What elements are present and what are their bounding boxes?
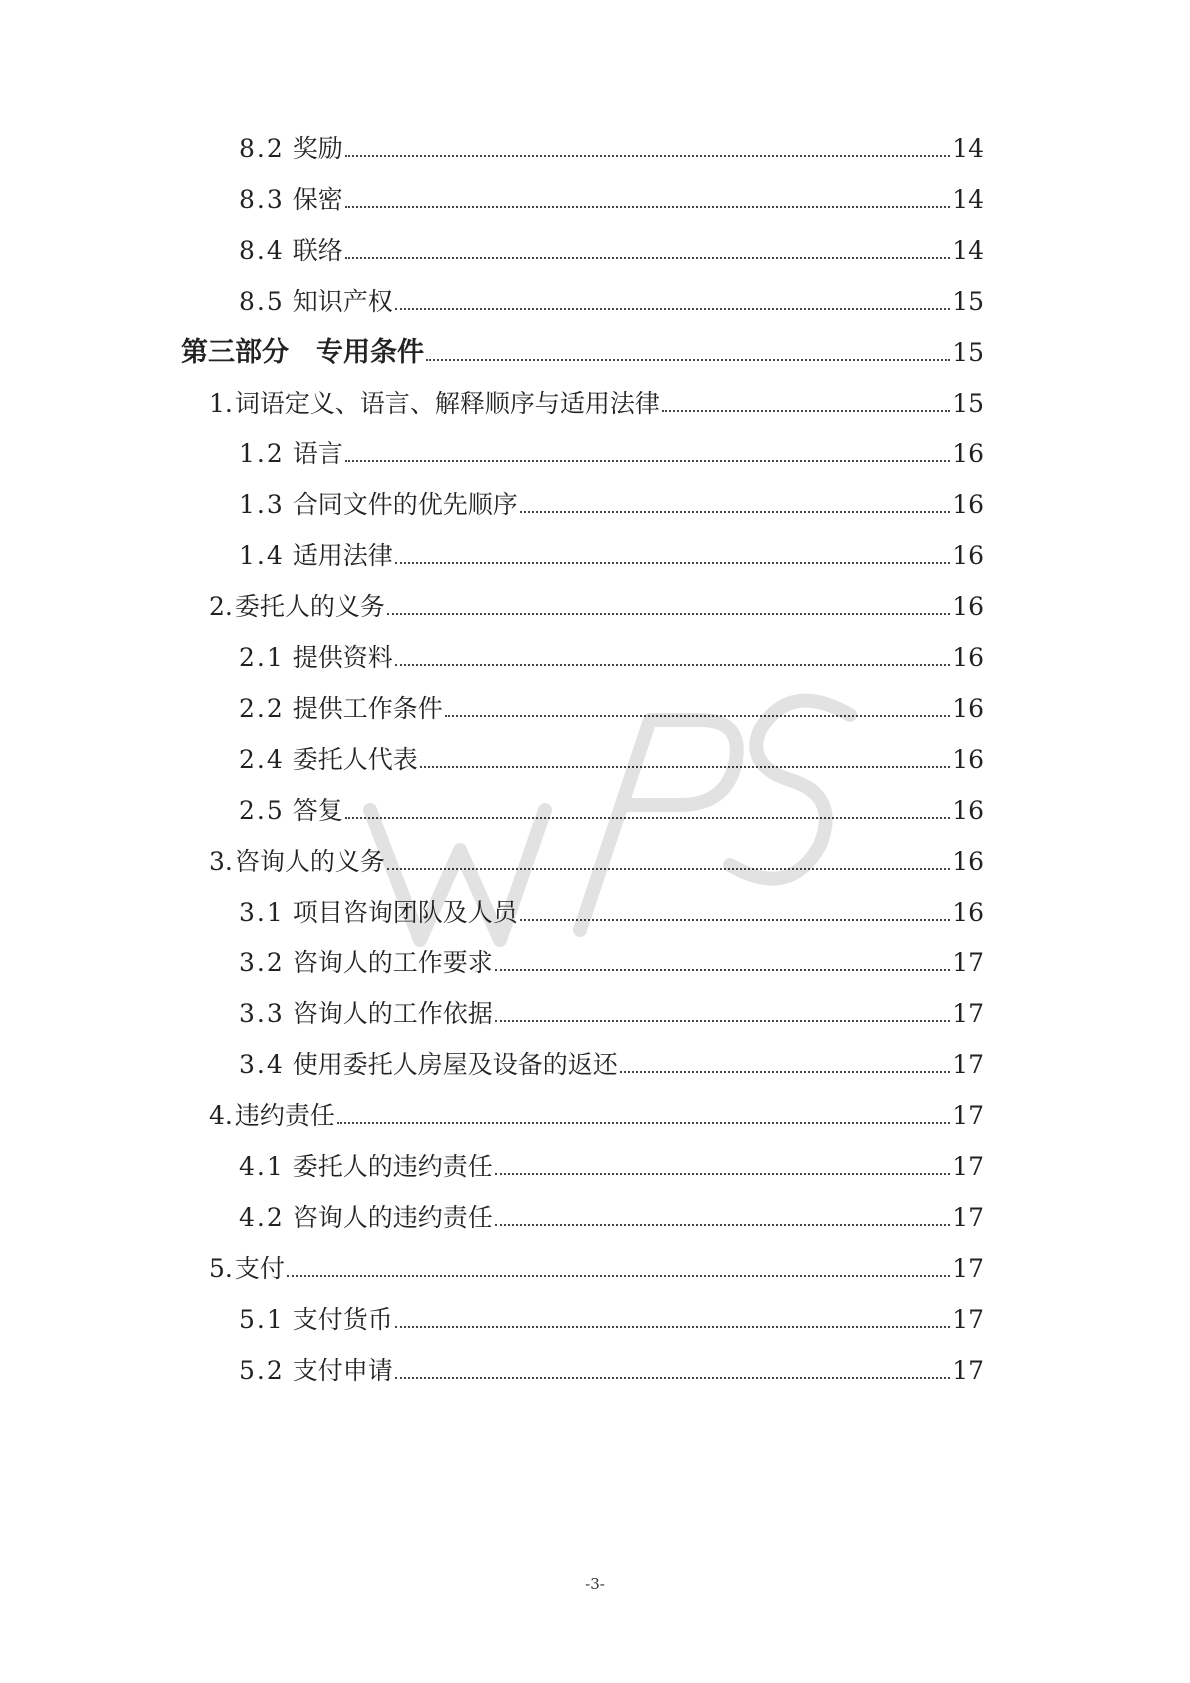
toc-entry-number: 8.5: [239, 286, 285, 316]
toc-entry-page: 16: [952, 795, 984, 825]
toc-entry-title: 违约责任: [234, 1101, 335, 1131]
toc-entry-title: 提供资料: [292, 643, 393, 672]
dot-leader: [395, 308, 950, 310]
toc-entry-page: 14: [952, 184, 984, 214]
toc-entry-page: 17: [952, 1202, 984, 1232]
toc-entry[interactable]: [239, 438, 984, 470]
dot-leader: [395, 562, 950, 564]
toc-entry-page: 17: [952, 1355, 984, 1385]
toc-entry-number: 3.2: [239, 948, 285, 978]
toc-entry[interactable]: [239, 1151, 984, 1183]
toc-entry-number: 3.4: [239, 1050, 285, 1080]
toc-entry[interactable]: [239, 133, 984, 165]
toc-entry-number: 1.: [209, 388, 233, 418]
toc-entry-title: 支付: [234, 1253, 285, 1283]
toc-entry-title: 答复: [292, 795, 343, 825]
toc-entry[interactable]: [239, 642, 984, 674]
toc-entry[interactable]: [209, 846, 984, 878]
toc-entry[interactable]: [239, 540, 984, 572]
toc-entry-page: 17: [952, 1101, 984, 1131]
toc-entry-number: 3.3: [239, 999, 285, 1029]
toc-entry-title: 知识产权: [292, 286, 393, 316]
toc-entry[interactable]: [239, 947, 984, 979]
toc-entry-number: 8.4: [239, 235, 285, 265]
toc-entry-page: 16: [952, 439, 984, 469]
toc-entry[interactable]: [239, 897, 984, 929]
toc-entry-title: 词语定义、语言、解释顺序与适用法律: [234, 388, 660, 418]
toc-entry-number: 2.5: [239, 795, 285, 825]
dot-leader: [337, 1122, 950, 1124]
toc-entry-page: 16: [952, 897, 984, 927]
dot-leader: [445, 715, 950, 717]
toc-entry-page: 16: [952, 744, 984, 774]
page-number: -3-: [585, 1575, 605, 1593]
toc-entry-page: 16: [952, 643, 984, 672]
toc-entry-number: 2.4: [239, 744, 285, 774]
toc-entry[interactable]: [239, 235, 984, 267]
toc-entry-number: 8.3: [239, 184, 285, 214]
dot-leader: [345, 206, 950, 208]
toc-entry-title: 联络: [292, 235, 343, 265]
dot-leader: [420, 766, 950, 768]
toc-entry[interactable]: [239, 1355, 984, 1387]
toc-entry-title: 支付货币: [292, 1304, 393, 1334]
toc-entry-page: 17: [952, 1304, 984, 1334]
toc-entry-page: 14: [952, 235, 984, 265]
toc-entry-number: 3.: [209, 846, 233, 876]
toc-entry-page: 16: [952, 490, 984, 520]
toc-entry-title: 第三部分 专用条件: [181, 336, 424, 368]
toc-entry-number: 5.: [209, 1253, 233, 1283]
toc-entry-page: 16: [952, 693, 984, 723]
toc-entry-title: 奖励: [292, 134, 343, 163]
toc-entry-number: 2.2: [239, 693, 285, 723]
toc-entry-page: 16: [952, 541, 984, 571]
toc-entry[interactable]: [209, 388, 984, 420]
toc-entry-number: 1.3: [239, 490, 285, 520]
dot-leader: [287, 1275, 950, 1277]
dot-leader: [495, 1173, 950, 1175]
dot-leader: [520, 511, 950, 513]
toc-entry[interactable]: [209, 1100, 984, 1132]
toc-entry-number: 5.2: [239, 1355, 285, 1385]
dot-leader: [387, 868, 950, 870]
toc-entry-page: 17: [952, 1152, 984, 1181]
toc-entry-number: 4.1: [239, 1152, 285, 1181]
toc-entry[interactable]: [239, 1304, 984, 1336]
toc-entry-number: 3.1: [239, 897, 285, 927]
toc-entry[interactable]: [239, 286, 984, 318]
toc-entry[interactable]: [239, 795, 984, 827]
dot-leader: [662, 410, 950, 412]
toc-entry-number: 2.: [209, 592, 233, 622]
dot-leader: [345, 817, 950, 819]
dot-leader: [345, 257, 950, 259]
toc-entry-title: 语言: [292, 439, 343, 469]
toc-entry-title: 提供工作条件: [292, 693, 443, 723]
toc-entry-page: 14: [952, 134, 984, 163]
toc-entry-number: 8.2: [239, 134, 285, 163]
dot-leader: [345, 155, 950, 157]
toc-entry[interactable]: [239, 744, 984, 776]
dot-leader: [387, 613, 950, 615]
toc-entry-title: 支付申请: [292, 1355, 393, 1385]
toc-entry[interactable]: [239, 1049, 984, 1081]
toc-entry-title: 适用法律: [292, 541, 393, 571]
toc-entry[interactable]: [239, 1202, 984, 1234]
toc-entry[interactable]: [239, 998, 984, 1030]
toc-entry-title: 咨询人的工作要求: [292, 948, 493, 978]
toc-entry-number: 1.2: [239, 439, 285, 469]
dot-leader: [495, 969, 950, 971]
toc-entry-title: 使用委托人房屋及设备的返还: [292, 1050, 618, 1080]
dot-leader: [620, 1071, 950, 1073]
dot-leader: [345, 460, 950, 462]
toc-entry[interactable]: [239, 489, 984, 521]
dot-leader: [395, 664, 950, 666]
dot-leader: [495, 1224, 950, 1226]
toc-entry-page: 15: [952, 388, 984, 418]
dot-leader: [395, 1326, 950, 1328]
dot-leader: [520, 919, 950, 921]
toc-entry-title: 委托人代表: [292, 744, 418, 774]
toc-entry-number: 4.2: [239, 1202, 285, 1232]
toc-entry-page: 15: [952, 286, 984, 316]
toc-entry[interactable]: [239, 184, 984, 216]
toc-entry-title: 咨询人的工作依据: [292, 999, 493, 1029]
toc-entry-number: 1.4: [239, 541, 285, 571]
dot-leader: [395, 1377, 950, 1379]
toc-entry-title: 项目咨询团队及人员: [292, 897, 518, 927]
toc-entry-page: 16: [952, 592, 984, 622]
toc-entry-title: 保密: [292, 184, 343, 214]
toc-entry-page: 17: [952, 948, 984, 978]
toc-entry-title: 咨询人的违约责任: [292, 1202, 493, 1232]
toc-entry[interactable]: [181, 337, 984, 369]
toc-entry-title: 合同文件的优先顺序: [292, 490, 518, 520]
toc-entry[interactable]: [209, 1253, 984, 1285]
toc-entry-title: 咨询人的义务: [234, 846, 385, 876]
toc-entry-page: 17: [952, 1253, 984, 1283]
dot-leader: [495, 1020, 950, 1022]
toc-entry-number: 4.: [209, 1101, 233, 1131]
toc-entry-page: 17: [952, 1050, 984, 1080]
toc-entry-number: 2.1: [239, 643, 285, 672]
toc-entry-page: 16: [952, 846, 984, 876]
toc-entry-page: 17: [952, 999, 984, 1029]
toc-entry-page: 15: [952, 337, 984, 367]
toc-entry-title: 委托人的违约责任: [292, 1152, 493, 1181]
toc-entry-title: 委托人的义务: [234, 592, 385, 622]
toc-entry[interactable]: [239, 693, 984, 725]
dot-leader: [426, 359, 950, 361]
toc-entry[interactable]: [209, 591, 984, 623]
toc-entry-number: 5.1: [239, 1304, 285, 1334]
